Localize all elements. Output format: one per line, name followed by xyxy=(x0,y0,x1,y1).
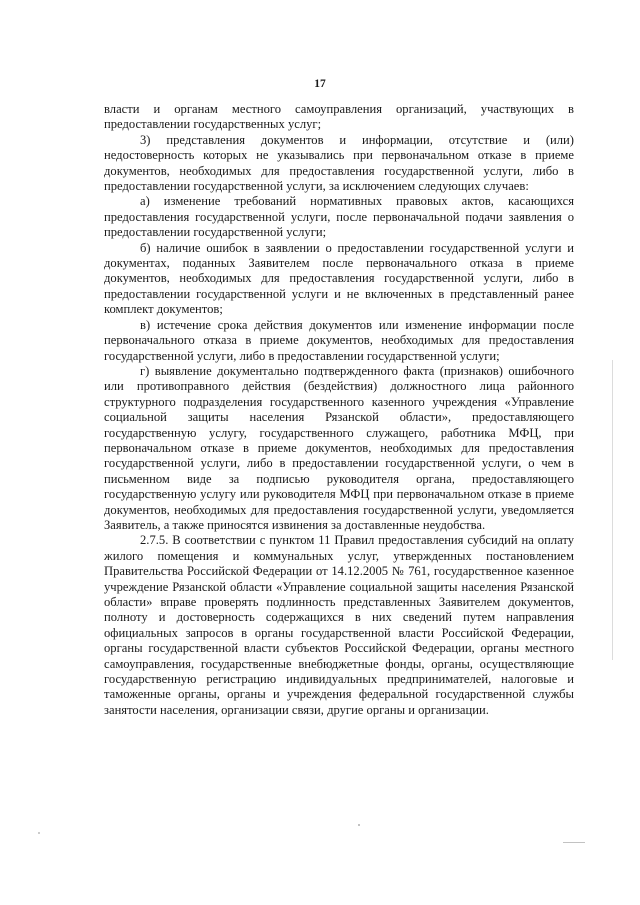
document-body xyxy=(104,102,574,718)
paragraph-6: г) выявление документально подтвержденного факта (признаков) ошибочного или противоправного действия (бездействия) должностного лица районного структурного подразделения государственного казенного учреждения «Управление социальной защиты населения Рязанской области», предоставляющего государственную услугу, государственного служащего, работника МФЦ, при первоначальном отказе в приеме документов, необходимых для предоставления государственной услуги, либо в предоставлении государственной услуги, о чем в письменном виде за подписью руководителя органа, предоставляющего государственную услугу или руководителя МФЦ при первоначальном отказе в приеме документов, необходимых для предоставления государственной услуги, уведомляется Заявитель, а также приносятся извинения за доставленные неудобства. xyxy=(104,363,574,532)
paragraph-7: 2.7.5. В соответствии с пунктом 11 Правил предоставления субсидий на оплату жилого помещения и коммунальных услуг, утвержденных постановлением Правительства Российской Федерации от 14.12.2005 № 761, государственное казенное учреждение Рязанской области «Управление социальной защиты населения Рязанской области» вправе проверять подлинность представленных Заявителем документов, полноту и достоверность содержащихся в них сведений путем направления официальных запросов в органы государственной власти Российской Федерации, органы государственной власти субъектов Российской Федерации, органы местного самоуправления, государственные внебюджетные фонды, органы, осуществляющие государственную регистрацию индивидуальных предпринимателей, налоговые и таможенные органы, органы и учреждения федеральной государственной службы занятости населения, организации связи, другие органы и организации. xyxy=(104,533,574,717)
paragraph-2: 3) представления документов и информации, отсутствие и (или) недостоверность которых не указывались при первоначальном отказе в приеме документов, необходимых для предоставления государственной услуги, либо в предоставлении государственной услуги, за исключением следующих случаев: xyxy=(104,132,574,194)
scan-artifact-dot xyxy=(358,824,360,826)
scan-artifact-right-edge xyxy=(612,360,613,660)
paragraph-4: б) наличие ошибок в заявлении о предоставлении государственной услуги и документах, поданных Заявителем после первоначального отказа в приеме документов, необходимых для предоставления государственной услуги, либо в предоставлении государственной услуги и не включенных в представленный ранее комплект документов; xyxy=(104,240,574,317)
scan-artifact-bottom-right xyxy=(563,842,585,843)
paragraph-3: а) изменение требований нормативных правовых актов, касающихся предоставления государственной услуги, после первоначальной подачи заявления о предоставлении государственной услуги; xyxy=(104,194,574,240)
paragraph-1: власти и органам местного самоуправления организаций, участвующих в предоставлении государственных услуг; xyxy=(104,102,574,132)
page-number: 17 xyxy=(314,78,326,90)
paragraph-5: в) истечение срока действия документов или изменение информации после первоначального отказа в приеме документов, необходимых для предоставления государственной услуги, либо в предоставлении государственной услуги; xyxy=(104,317,574,363)
scan-artifact-left xyxy=(38,832,40,834)
